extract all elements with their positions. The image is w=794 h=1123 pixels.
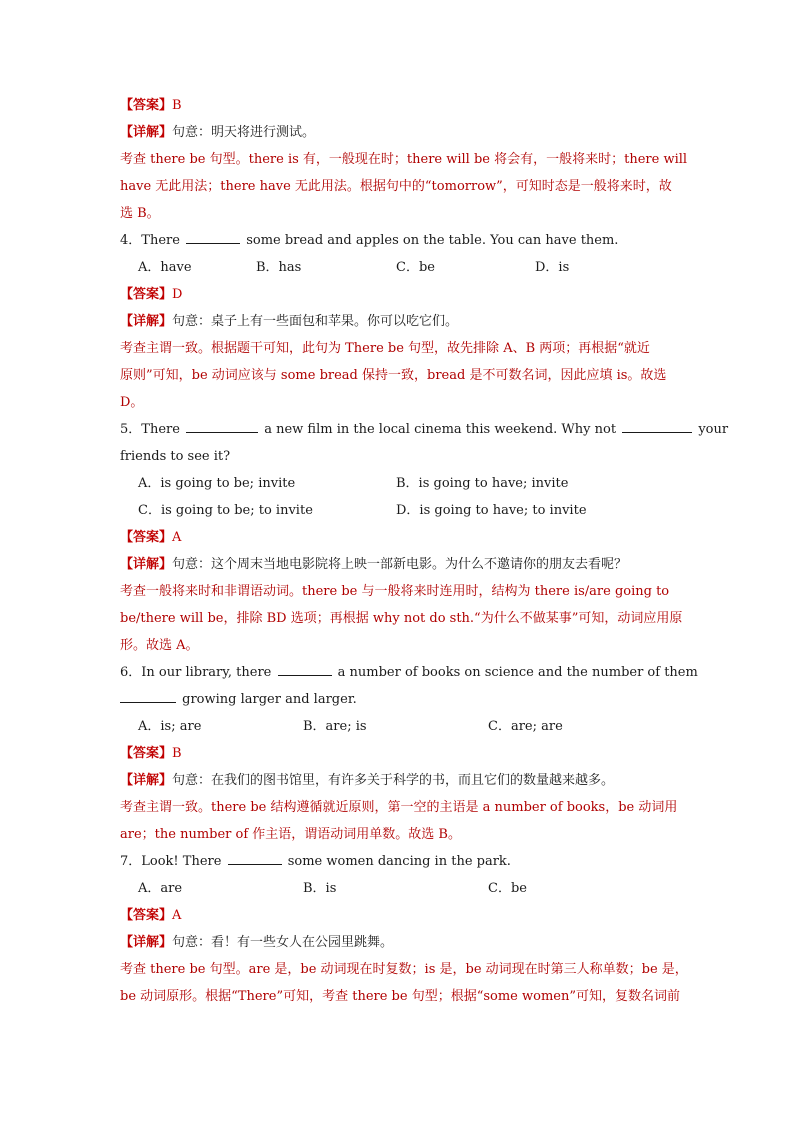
option-a: A．is; are [138, 719, 202, 734]
question-text: 7．Look! There [120, 854, 222, 869]
answer-value: B [172, 746, 182, 761]
explanation-label: 【详解】 [120, 125, 173, 140]
answer-blank [622, 418, 692, 433]
option-a: A．have [138, 260, 192, 275]
option-b: B．has [256, 260, 302, 275]
answer-label: 【答案】 [120, 287, 173, 302]
analysis-line: D。 [120, 395, 144, 410]
question-text: a new film in the local cinema this weekend. Why not [264, 422, 617, 437]
explanation-line [120, 308, 680, 335]
answer-line [120, 281, 680, 308]
explanation-label: 【详解】 [120, 773, 173, 788]
question-5-options-row-2 [120, 497, 680, 524]
question-6 [120, 659, 698, 686]
option-a: A．is going to be; invite [138, 476, 296, 491]
answer-line [120, 740, 680, 767]
question-text: 6．In our library, there [120, 665, 272, 680]
option-d: D．is [535, 260, 570, 275]
explanation-label: 【详解】 [120, 314, 173, 329]
question-text: 4．There [120, 233, 180, 248]
explanation-text: 句意：这个周末当地电影院将上映一部新电影。为什么不邀请你的朋友去看呢？ [172, 557, 628, 572]
question-6-options [120, 713, 680, 740]
analysis-line: are；the number of 作主语，谓语动词用单数。故选 B。 [120, 827, 461, 842]
explanation-text: 句意：在我们的图书馆里，有许多关于科学的书，而且它们的数量越来越多。 [172, 773, 615, 788]
option-b: B．is going to have; invite [396, 476, 569, 491]
question-5-options-row-1 [120, 470, 680, 497]
document-content [120, 92, 729, 1010]
analysis-line: 形。故选 A。 [120, 638, 199, 653]
analysis-line: 原则”可知，be 动词应该与 some bread 保持一致，bread 是不可数名词，因此应填 is。故选 [120, 368, 667, 383]
question-text: some bread and apples on the table. You can have them. [246, 233, 619, 248]
option-d: D．is going to have; to invite [396, 503, 587, 518]
explanation-line [120, 767, 680, 794]
question-5-continued: friends to see it? [120, 449, 231, 464]
question-text: growing larger and larger. [182, 692, 357, 707]
explanation-label: 【详解】 [120, 557, 173, 572]
answer-blank [120, 688, 176, 703]
answer-label: 【答案】 [120, 908, 173, 923]
question-4-options [120, 254, 680, 281]
question-text: 5．There [120, 422, 180, 437]
question-7-options [120, 875, 680, 902]
option-b: B．is [303, 881, 337, 896]
option-c: C．are; are [488, 719, 563, 734]
analysis-line: 考查主谓一致。there be 结构遵循就近原则，第一空的主语是 a number of books，be 动词用 [120, 800, 678, 815]
answer-blank [278, 661, 332, 676]
analysis-line: be/there will be，排除 BD 选项；再根据 why not do sth.“为什么不做某事”可知，动词应用原 [120, 611, 683, 626]
question-7 [120, 848, 680, 875]
answer-blank [186, 418, 258, 433]
answer-line [120, 902, 680, 929]
question-text: some women dancing in the park. [287, 854, 511, 869]
explanation-line [120, 551, 680, 578]
explanation-text: 句意：桌子上有一些面包和苹果。你可以吃它们。 [172, 314, 459, 329]
answer-blank [186, 229, 240, 244]
analysis-line: 考查一般将来时和非谓语动词。there be 与一般将来时连用时，结构为 there is/are going to [120, 584, 670, 599]
answer-line [120, 92, 680, 119]
answer-value: A [172, 530, 182, 545]
question-5 [120, 416, 729, 443]
explanation-text: 句意：看！有一些女人在公园里跳舞。 [172, 935, 394, 950]
option-c: C．is going to be; to invite [138, 503, 313, 518]
answer-value: D [172, 287, 183, 302]
analysis-line: 考查主谓一致。根据题干可知，此句为 There be 句型，故先排除 A、B 两项；再根据“就近 [120, 341, 650, 356]
answer-blank [228, 850, 282, 865]
answer-value: A [172, 908, 182, 923]
answer-value: B [172, 98, 182, 113]
answer-label: 【答案】 [120, 746, 173, 761]
question-text: your [698, 422, 729, 437]
answer-label: 【答案】 [120, 530, 173, 545]
option-c: C．be [396, 260, 435, 275]
analysis-line: 选 B。 [120, 206, 160, 221]
analysis-line: 考查 there be 句型。are 是，be 动词现在时复数；is 是，be 动词现在时第三人称单数；be 是， [120, 962, 688, 977]
explanation-line [120, 929, 680, 956]
explanation-text: 句意：明天将进行测试。 [172, 125, 316, 140]
explanation-label: 【详解】 [120, 935, 173, 950]
explanation-line [120, 119, 680, 146]
answer-line [120, 524, 680, 551]
question-6-continued [120, 686, 680, 713]
analysis-line: be 动词原形。根据“There”可知，考查 there be 句型；根据“some women”可知，复数名词前 [120, 989, 680, 1004]
option-c: C．be [488, 881, 527, 896]
analysis-line: have 无此用法；there have 无此用法。根据句中的“tomorrow”，可知时态是一般将来时，故 [120, 179, 672, 194]
question-4 [120, 227, 680, 254]
analysis-line: 考查 there be 句型。there is 有，一般现在时；there will be 将会有，一般将来时；there will [120, 152, 688, 167]
question-text: a number of books on science and the number of them [337, 665, 698, 680]
answer-label: 【答案】 [120, 98, 173, 113]
option-a: A．are [138, 881, 183, 896]
option-b: B．are; is [303, 719, 367, 734]
